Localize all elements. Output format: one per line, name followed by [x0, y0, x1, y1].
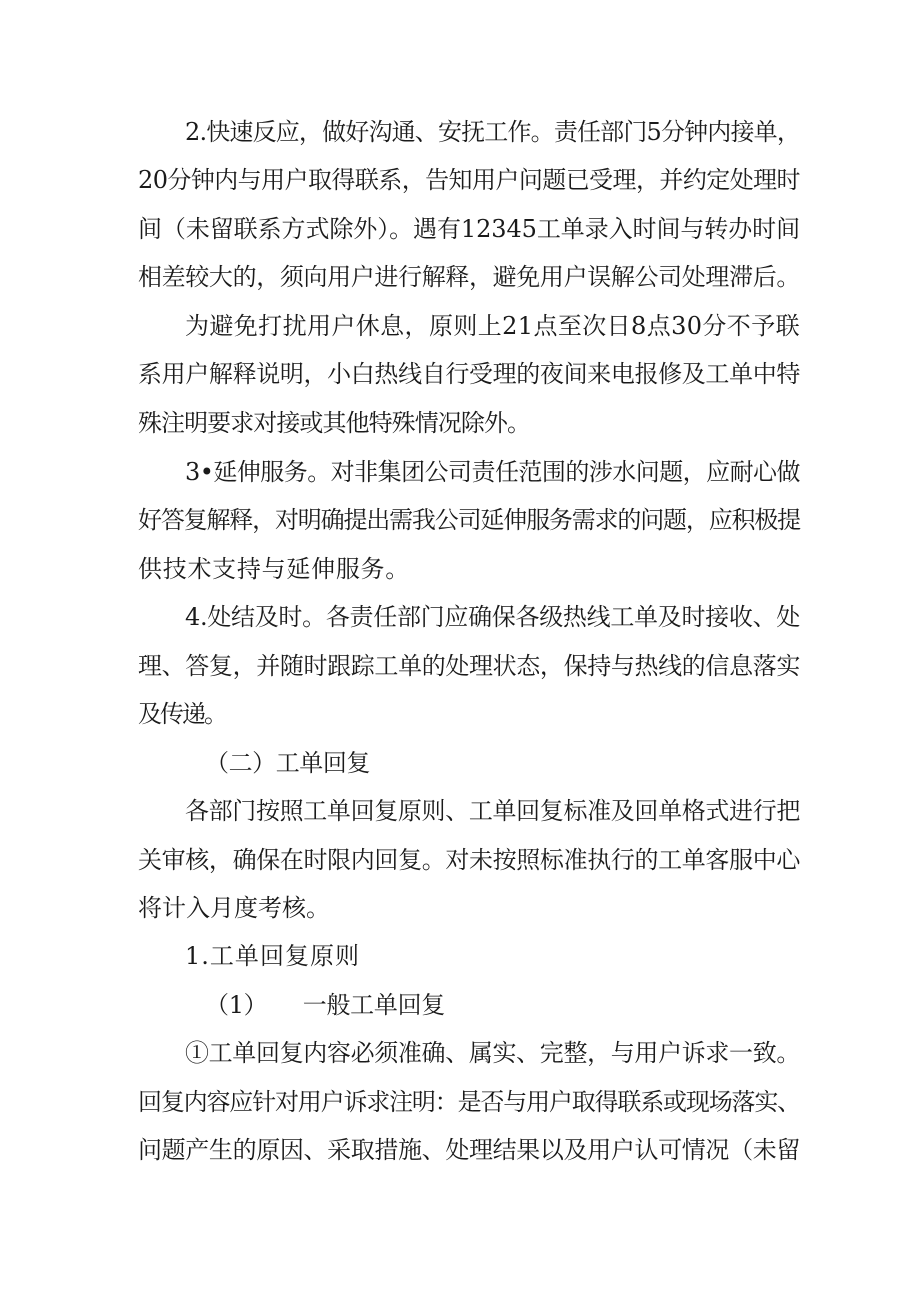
text-line: 及传递。 [138, 700, 226, 728]
text-line: 将计入月度考核。 [138, 894, 330, 922]
text-line: 3•延伸服务。对非集团公司责任范围的涉水问题，应耐心做 [185, 458, 800, 486]
text-line: 殊注明要求对接或其他特殊情况除外。 [138, 409, 530, 437]
text-line: 回复内容应针对用户诉求注明：是否与用户取得联系或现场落实、 [138, 1088, 800, 1116]
text-line: 各部门按照工单回复原则、工单回复标准及回单格式进行把 [185, 797, 800, 825]
text-line: 供技术支持与延伸服务。 [138, 555, 410, 583]
text-line: 好答复解释，对明确提出需我公司延伸服务需求的问题，应积极提 [138, 506, 800, 534]
text-line: 20分钟内与用户取得联系，告知用户问题已受理，并约定处理时 [138, 166, 800, 194]
text-line: 问题产生的原因、采取措施、处理结果以及用户认可情况（未留 [138, 1136, 800, 1164]
subsection-heading: 1.工单回复原则 [185, 942, 360, 970]
subsection-heading: （1） 一般工单回复 [205, 991, 445, 1019]
section-heading: （二）工单回复 [205, 749, 370, 777]
text-line: 4.处结及时。各责任部门应确保各级热线工单及时接收、处 [185, 603, 800, 631]
text-line: ①工单回复内容必须准确、属实、完整，与用户诉求一致。 [185, 1039, 800, 1067]
text-line: 系用户解释说明，小白热线自行受理的夜间来电报修及工单中特 [138, 360, 800, 388]
text-line: 间（未留联系方式除外）。遇有12345工单录入时间与转办时间 [138, 215, 800, 243]
text-line: 相差较大的，须向用户进行解释，避免用户误解公司处理滞后。 [138, 263, 800, 291]
text-line: 为避免打扰用户休息，原则上21点至次日8点30分不予联 [185, 312, 800, 340]
text-line: 2.快速反应，做好沟通、安抚工作。责任部门5分钟内接单， [185, 118, 800, 146]
text-line: 理、答复，并随时跟踪工单的处理状态，保持与热线的信息落实 [138, 652, 800, 680]
text-line: 关审核，确保在时限内回复。对未按照标准执行的工单客服中心 [138, 846, 800, 874]
